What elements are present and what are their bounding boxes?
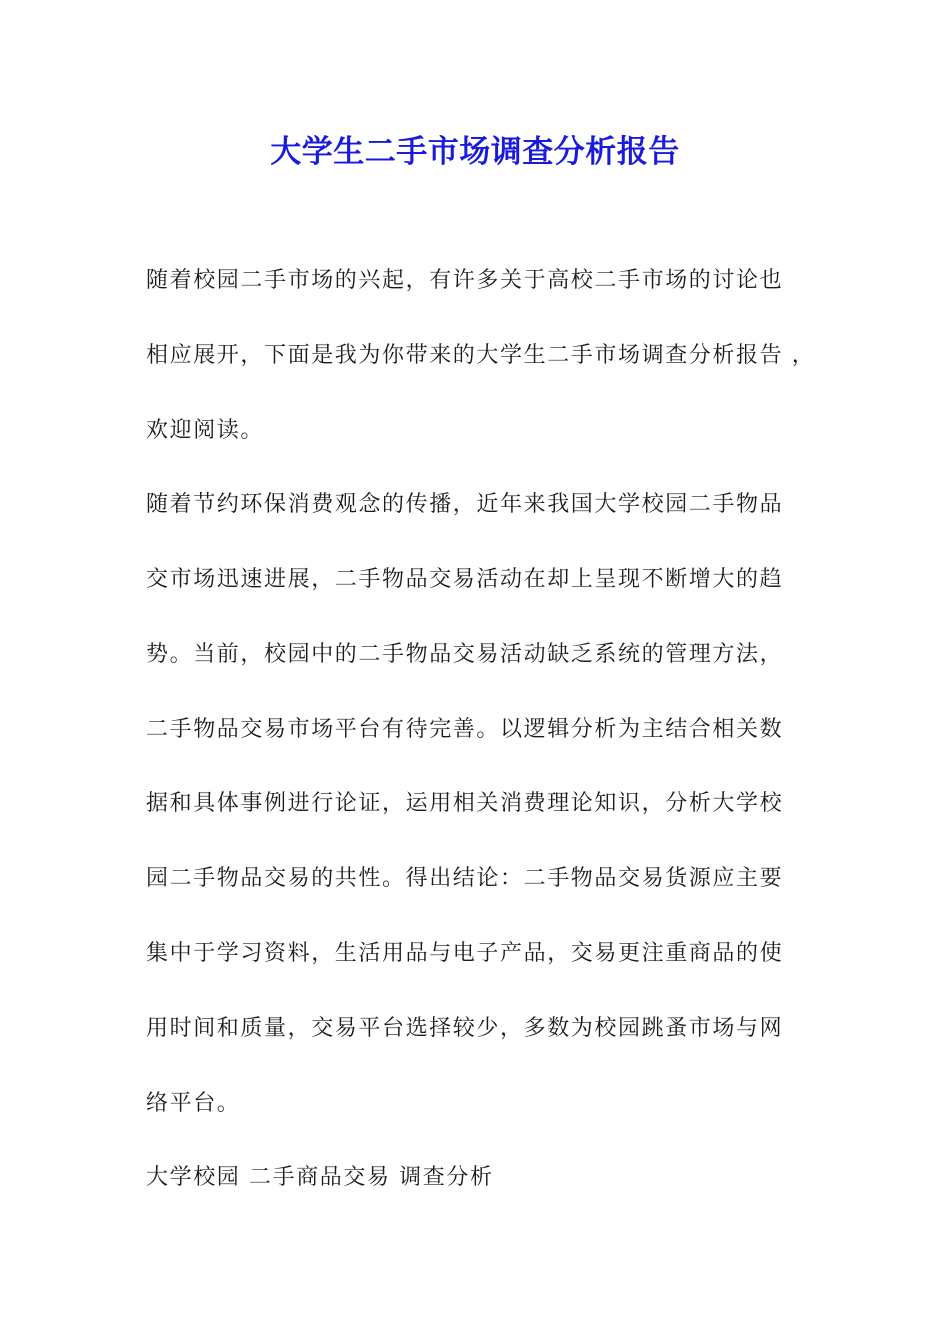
keywords-line: 大学校园 二手商品交易 调查分析: [146, 1165, 494, 1191]
body-line: 二手物品交易市场平台有待完善。以逻辑分析为主结合相关数: [146, 716, 784, 742]
body-line: 据和具体事例进行论证，运用相关消费理论知识，分析大学校: [146, 791, 784, 817]
body-line: 随着节约环保消费观念的传播，近年来我国大学校园二手物品: [146, 492, 784, 518]
body-line: 相应展开，下面是我为你带来的大学生二手市场调查分析报告 ，: [146, 342, 816, 368]
body-line: 络平台。: [146, 1090, 241, 1116]
body-line: 园二手物品交易的共性。得出结论：二手物品交易货源应主要: [146, 866, 784, 892]
body-line: 交市场迅速进展，二手物品交易活动在却上呈现不断增大的趋: [146, 567, 784, 593]
body-line: 用时间和质量，交易平台选择较少，多数为校园跳蚤市场与网: [146, 1015, 784, 1041]
body-line: 欢迎阅读。: [146, 417, 265, 443]
document-body: [146, 262, 836, 1197]
document-title: 大学生二手市场调查分析报告: [270, 134, 680, 170]
body-line: 随着校园二手市场的兴起，有许多关于高校二手市场的讨论也: [146, 268, 784, 293]
body-line: 势。当前，校园中的二手物品交易活动缺乏系统的管理方法，: [146, 641, 784, 667]
body-line: 集中于学习资料，生活用品与电子产品，交易更注重商品的使: [146, 941, 784, 967]
